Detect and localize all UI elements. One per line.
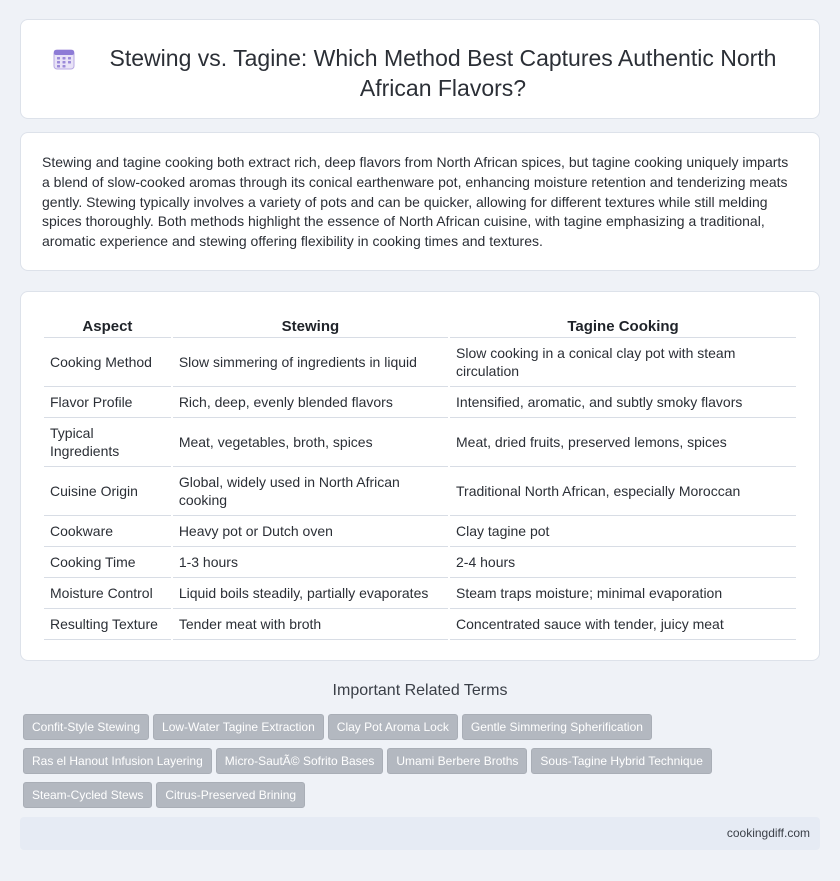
table-cell: Cookware [44, 516, 171, 547]
table-row [44, 578, 796, 609]
column-header-aspect: Aspect [44, 314, 171, 338]
table-cell: Tender meat with broth [173, 609, 448, 640]
term-tag[interactable]: Gentle Simmering Spherification [462, 714, 652, 740]
table-row [44, 418, 796, 467]
table-cell: Steam traps moisture; minimal evaporation [450, 578, 796, 609]
table-header-row [44, 314, 796, 338]
term-tag[interactable]: Umami Berbere Broths [387, 748, 527, 774]
table-cell: Meat, vegetables, broth, spices [173, 418, 448, 467]
table-row [44, 467, 796, 516]
column-header-tagine: Tagine Cooking [450, 314, 796, 338]
table-cell: Rich, deep, evenly blended flavors [173, 387, 448, 418]
term-tag[interactable]: Clay Pot Aroma Lock [328, 714, 458, 740]
table-cell: Concentrated sauce with tender, juicy meat [450, 609, 796, 640]
term-tag[interactable]: Low-Water Tagine Extraction [153, 714, 324, 740]
table-cell: Cooking Method [44, 338, 171, 387]
column-header-stewing: Stewing [173, 314, 448, 338]
table-cell: Meat, dried fruits, preserved lemons, spices [450, 418, 796, 467]
table-row [44, 338, 796, 387]
table-cell: 1-3 hours [173, 547, 448, 578]
table-cell: Intensified, aromatic, and subtly smoky flavors [450, 387, 796, 418]
term-tag[interactable]: Sous-Tagine Hybrid Technique [531, 748, 712, 774]
table-cell: Global, widely used in North African cooking [173, 467, 448, 516]
header-card [20, 19, 820, 119]
table-cell: 2-4 hours [450, 547, 796, 578]
table-row [44, 516, 796, 547]
table-cell: Flavor Profile [44, 387, 171, 418]
term-tag[interactable]: Confit-Style Stewing [23, 714, 149, 740]
term-tag[interactable]: Steam-Cycled Stews [23, 782, 152, 808]
table-row [44, 609, 796, 640]
summary-text: Stewing and tagine cooking both extract rich, deep flavors from North African spices, but tagine cooking uniquely imparts a blend of slow-cooked aromas through its conical earthenware pot, enhancing moisture retention and tenderizing meats gently. Stewing typically involves a variety of pots and can be quicker, allowing for different textures while still melding spices thoroughly. Both methods highlight the essence of North African cuisine, with tagine emphasizing a traditional, aromatic experience and stewing offering flexibility in cooking times and textures. [42, 154, 789, 250]
table-cell: Heavy pot or Dutch oven [173, 516, 448, 547]
table-cell: Moisture Control [44, 578, 171, 609]
footer-site-link[interactable]: cookingdiff.com [726, 826, 810, 840]
page-title: Stewing vs. Tagine: Which Method Best Captures Authentic North African Flavors? [109, 45, 777, 101]
table-cell: Cooking Time [44, 547, 171, 578]
comparison-table-card [20, 291, 820, 661]
table-cell: Slow simmering of ingredients in liquid [173, 338, 448, 387]
table-row [44, 387, 796, 418]
table-row [44, 547, 796, 578]
table-cell: Resulting Texture [44, 609, 171, 640]
footer [20, 817, 820, 850]
related-terms-title: Important Related Terms [332, 682, 508, 699]
table-cell: Slow cooking in a conical clay pot with steam circulation [450, 338, 796, 387]
table-cell: Traditional North African, especially Moroccan [450, 467, 796, 516]
table-cell: Clay tagine pot [450, 516, 796, 547]
term-tag[interactable]: Micro-SautÃ© Sofrito Bases [216, 748, 384, 774]
table-cell: Cuisine Origin [44, 467, 171, 516]
comparison-table [42, 314, 798, 640]
term-tag[interactable]: Ras el Hanout Infusion Layering [23, 748, 212, 774]
summary-card [20, 132, 820, 271]
related-terms-list [23, 714, 823, 816]
table-cell: Liquid boils steadily, partially evaporates [173, 578, 448, 609]
term-tag[interactable]: Citrus-Preserved Brining [156, 782, 305, 808]
table-cell: Typical Ingredients [44, 418, 171, 467]
